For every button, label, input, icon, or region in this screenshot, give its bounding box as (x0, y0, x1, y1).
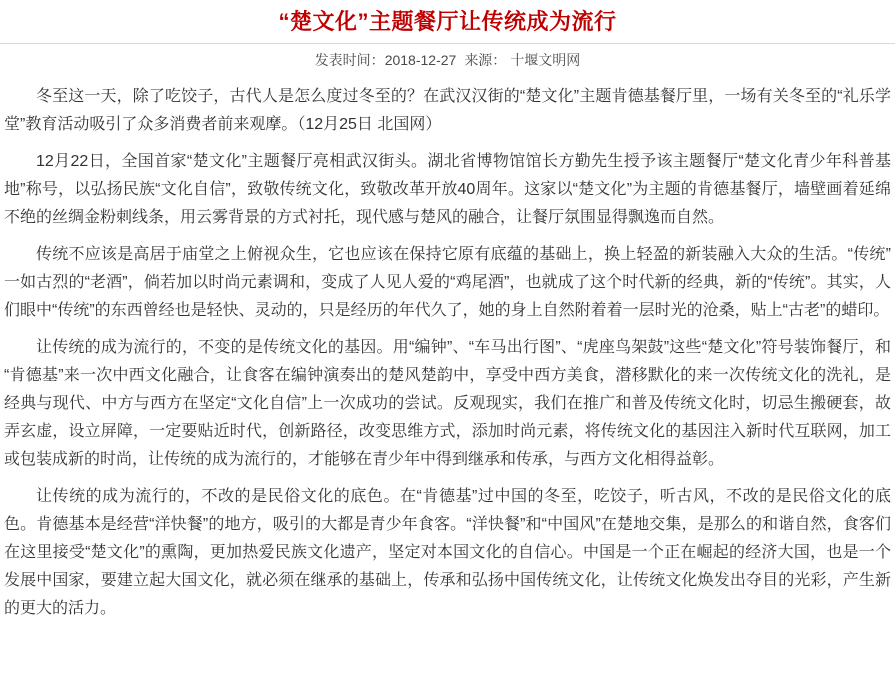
paragraph-5: 让传统的成为流行的，不改的是民俗文化的底色。在“肯德基”过中国的冬至，吃饺子，听古风，不改的是民俗文化的底色。肯德基本是经营“洋快餐”的地方，吸引的大都是青少年食客。“洋快餐”和“中国风”在楚地交集，是那么的和谐自然，食客们在这里接受“楚文化”的熏陶，更加热爱民族文化遗产，坚定对本国文化的自信心。中国是一个正在崛起的经济大国，也是一个发展中国家，要建立起大国文化，就必须在继承的基础上，传承和弘扬中国传统文化，让传统文化焕发出夺目的光彩，产生新的更大的活力。 (4, 488, 891, 617)
article-body (0, 69, 895, 642)
paragraph-4: 让传统的成为流行的，不变的是传统文化的基因。用“编钟”、“车马出行图”、“虎座鸟架鼓”这些“楚文化”符号装饰餐厅，和“肯德基”来一次中西文化融合，让食客在编钟演奏出的楚风楚韵中，享受中西方美食，潜移默化的来一次传统文化的洗礼，是经典与现代、中方与西方在坚定“文化自信”上一次成功的尝试。反观现实，我们在推广和普及传统文化时，切忌生搬硬套，故弄玄虚，设立屏障，一定要贴近时代，创新路径，改变思维方式，添加时尚元素，将传统文化的基因注入新时代互联网，加工或包装成新的时尚，让传统的成为流行的，才能够在青少年中得到继承和传承，与西方文化相得益彰。 (4, 339, 891, 468)
source-label: 来源： (464, 52, 507, 68)
article-title: “楚文化”主题餐厅让传统成为流行 (278, 9, 617, 34)
source-name: 十堰文明网 (510, 52, 581, 68)
article-meta (0, 44, 895, 69)
publish-time-label: 发表时间： (314, 52, 385, 68)
publish-date: 2018-12-27 (384, 52, 457, 68)
paragraph-2: 12月22日，全国首家“楚文化”主题餐厅亮相武汉街头。湖北省博物馆馆长方勤先生授予该主题餐厅“楚文化青少年科普基地”称号，以弘扬民族“文化自信”，致敬传统文化，致敬改革开放40周年。这家以“楚文化”为主题的肯德基餐厅，墙壁画着延绵不绝的丝绸金粉刺线条，用云雾背景的方式衬托，现代感与楚风的融合，让餐厅氛围显得飘逸而自然。 (4, 153, 891, 226)
paragraph-3: 传统不应该是高居于庙堂之上俯视众生，它也应该在保持它原有底蕴的基础上，换上轻盈的新装融入大众的生活。“传统”一如古烈的“老酒”，倘若加以时尚元素调和，变成了人见人爱的“鸡尾酒”，也就成了这个时代新的经典，新的“传统”。其实，人们眼中“传统”的东西曾经也是轻快、灵动的，只是经历的年代久了，她的身上自然附着着一层时光的沧桑，贴上“古老”的蜡印。 (4, 246, 891, 319)
paragraph-1: 冬至这一天，除了吃饺子，古代人是怎么度过冬至的？在武汉汉街的“楚文化”主题肯德基餐厅里，一场有关冬至的“礼乐学堂”教育活动吸引了众多消费者前来观摩。（12月25日 北国网） (4, 88, 891, 133)
